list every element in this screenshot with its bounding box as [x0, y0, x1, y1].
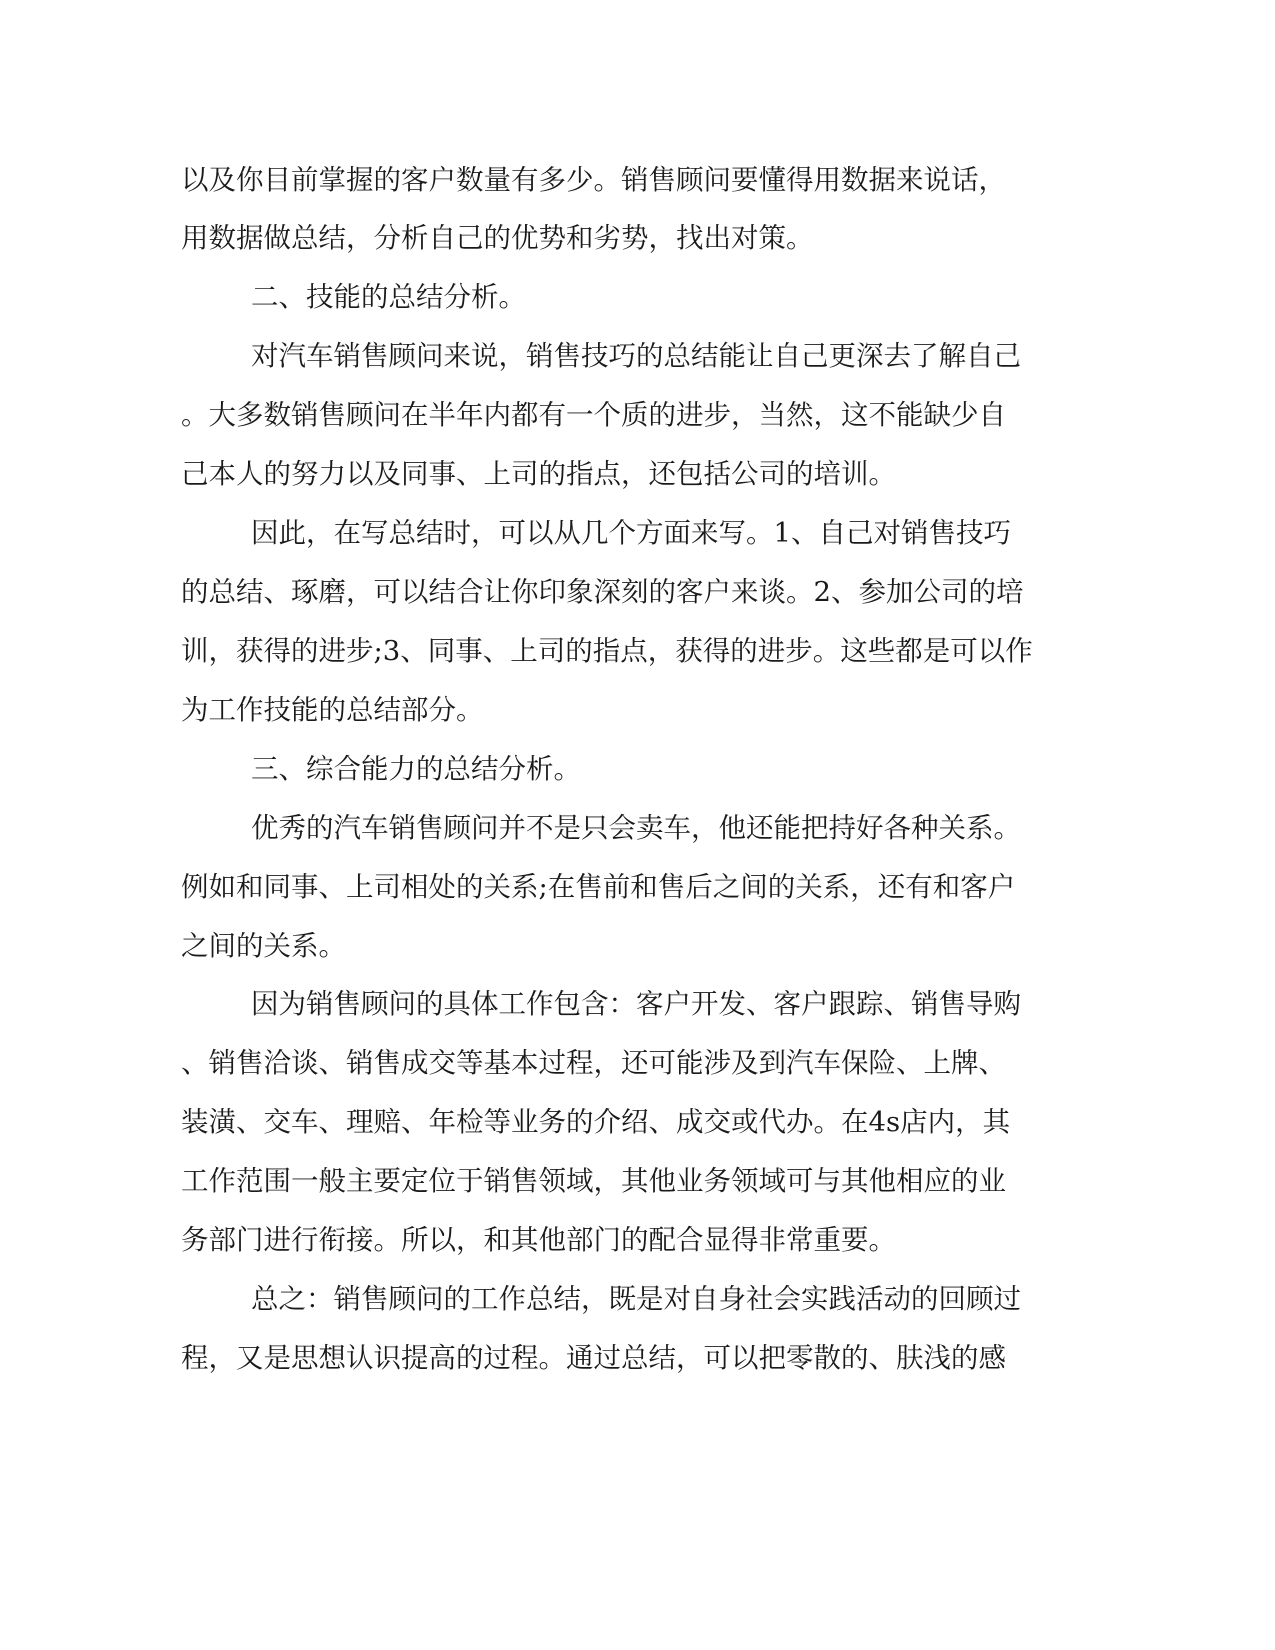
text-line: 以及你目前掌握的客户数量有多少。销售顾问要懂得用数据来说话， — [181, 164, 1006, 196]
text-line: 为工作技能的总结部分。 — [181, 694, 484, 726]
text-line: 用数据做总结，分析自己的优势和劣势，找出对策。 — [181, 222, 814, 254]
text-line: 因此，在写总结时，可以从几个方面来写。1、自己对销售技巧 — [251, 517, 1011, 549]
text-line: 工作范围一般主要定位于销售领域，其他业务领域可与其他相应的业 — [181, 1165, 1006, 1197]
text-line: 例如和同事、上司相处的关系;在售前和售后之间的关系，还有和客户 — [181, 871, 1016, 903]
text-line: 优秀的汽车销售顾问并不是只会卖车，他还能把持好各种关系。 — [251, 812, 1021, 844]
section-heading: 二、技能的总结分析。 — [251, 281, 526, 313]
text-line: 总之：销售顾问的工作总结，既是对自身社会实践活动的回顾过 — [251, 1283, 1021, 1315]
text-line: 之间的关系。 — [181, 930, 346, 962]
text-line: 因为销售顾问的具体工作包含：客户开发、客户跟踪、销售导购 — [251, 988, 1021, 1020]
text-line: 对汽车销售顾问来说，销售技巧的总结能让自己更深去了解自己 — [251, 340, 1021, 372]
text-line: 、销售洽谈、销售成交等基本过程，还可能涉及到汽车保险、上牌、 — [181, 1047, 1006, 1079]
text-line: 。大多数销售顾问在半年内都有一个质的进步，当然，这不能缺少自 — [181, 399, 1006, 431]
section-heading: 三、综合能力的总结分析。 — [251, 753, 581, 785]
text-line: 装潢、交车、理赔、年检等业务的介绍、成交或代办。在4s店内，其 — [181, 1106, 1011, 1138]
text-line: 己本人的努力以及同事、上司的指点，还包括公司的培训。 — [181, 458, 896, 490]
text-line: 程，又是思想认识提高的过程。通过总结，可以把零散的、肤浅的感 — [181, 1342, 1006, 1374]
text-line: 的总结、琢磨，可以结合让你印象深刻的客户来谈。2、参加公司的培 — [181, 576, 1024, 608]
text-line: 务部门进行衔接。所以，和其他部门的配合显得非常重要。 — [181, 1224, 896, 1256]
text-line: 训，获得的进步;3、同事、上司的指点，获得的进步。这些都是可以作 — [181, 635, 1033, 667]
